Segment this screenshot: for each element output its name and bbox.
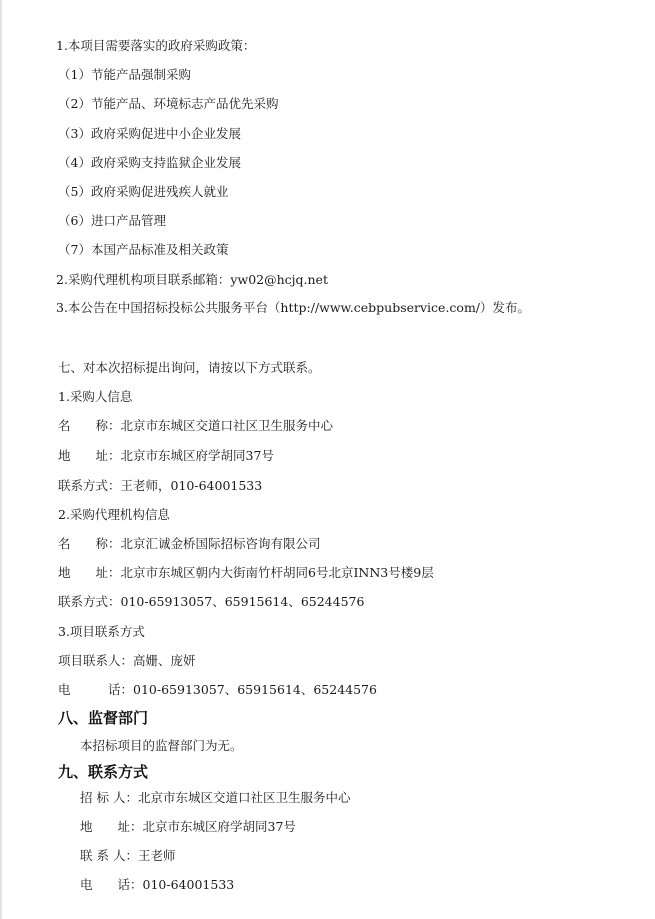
- policy-intro: 1.本项目需要落实的政府采购政策：: [56, 38, 256, 53]
- purchaser-address-value: 北京市东城区府学胡同37号: [120, 448, 274, 463]
- publish-line: 3.本公告在中国招标投标公共服务平台（http://www.cebpubservice.com/）发布。: [56, 300, 531, 315]
- contact-info-row: [80, 790, 350, 806]
- agency-contact-line: 联系方式：010-65913057、65915614、65244576: [58, 594, 365, 609]
- project-heading: 3.项目联系方式: [58, 624, 145, 639]
- agency-name-row: [58, 536, 321, 552]
- agency-address-row: [58, 565, 434, 581]
- contact-info-label: 电 话：: [80, 877, 143, 892]
- purchaser-address-row: [58, 448, 274, 464]
- purchaser-address-label: 地 址：: [58, 448, 121, 463]
- agency-name-value: 北京汇诚金桥国际招标咨询有限公司: [120, 536, 321, 551]
- email-line: 2.采购代理机构项目联系邮箱：yw02@hcjq.net: [56, 272, 328, 287]
- purchaser-name-row: [58, 418, 333, 434]
- supervision-text: 本招标项目的监督部门为无。: [80, 738, 243, 753]
- agency-address-label: 地 址：: [58, 565, 121, 580]
- agency-heading: 2.采购代理机构信息: [58, 507, 170, 522]
- contact-info-value: 北京市东城区府学胡同37号: [142, 819, 296, 834]
- purchaser-heading: 1.采购人信息: [58, 389, 133, 404]
- purchaser-name-value: 北京市东城区交道口社区卫生服务中心: [120, 418, 334, 433]
- contact-info-value: 王老师: [137, 848, 176, 863]
- contact-info-label: 招 标 人：: [80, 790, 138, 805]
- contact-info-value: 北京市东城区交道口社区卫生服务中心: [137, 790, 351, 805]
- policy-item: （1）节能产品强制采购: [58, 67, 191, 82]
- policy-item: （2）节能产品、环境标志产品优先采购: [58, 96, 279, 111]
- contact-info-row: [80, 877, 234, 893]
- purchaser-name-label: 名 称：: [58, 418, 121, 433]
- contact-info-value: 010-64001533: [142, 877, 235, 892]
- project-people-line: 项目联系人：高姗、庞妍: [58, 653, 196, 668]
- contact-info-row: [80, 819, 296, 835]
- contact-section-title: 七、对本次招标提出询问，请按以下方式联系。: [58, 360, 321, 375]
- agency-name-label: 名 称：: [58, 536, 121, 551]
- scan-edge-shadow: [0, 0, 3, 919]
- purchaser-contact-line: 联系方式：王老师，010-64001533: [58, 478, 263, 493]
- policy-item: （5）政府采购促进残疾人就业: [58, 184, 229, 199]
- supervision-title: 八、监督部门: [58, 709, 149, 727]
- policy-item: （4）政府采购支持监狱企业发展: [58, 155, 241, 170]
- project-phone-row: [58, 682, 377, 698]
- contact-info-row: [80, 848, 175, 864]
- project-phone-label: 电 话：: [58, 682, 134, 697]
- project-phone-value: 010-65913057、65915614、65244576: [133, 682, 377, 697]
- policy-item: （3）政府采购促进中小企业发展: [58, 126, 241, 141]
- contact-info-label: 地 址：: [80, 819, 143, 834]
- contact-info-label: 联 系 人：: [80, 848, 138, 863]
- agency-address-value: 北京市东城区朝内大街南竹杆胡同6号北京INN3号楼9层: [120, 565, 434, 580]
- policy-item: （7）本国产品标准及相关政策: [58, 242, 229, 257]
- policy-item: （6）进口产品管理: [58, 213, 166, 228]
- contact-info-title: 九、联系方式: [58, 763, 149, 781]
